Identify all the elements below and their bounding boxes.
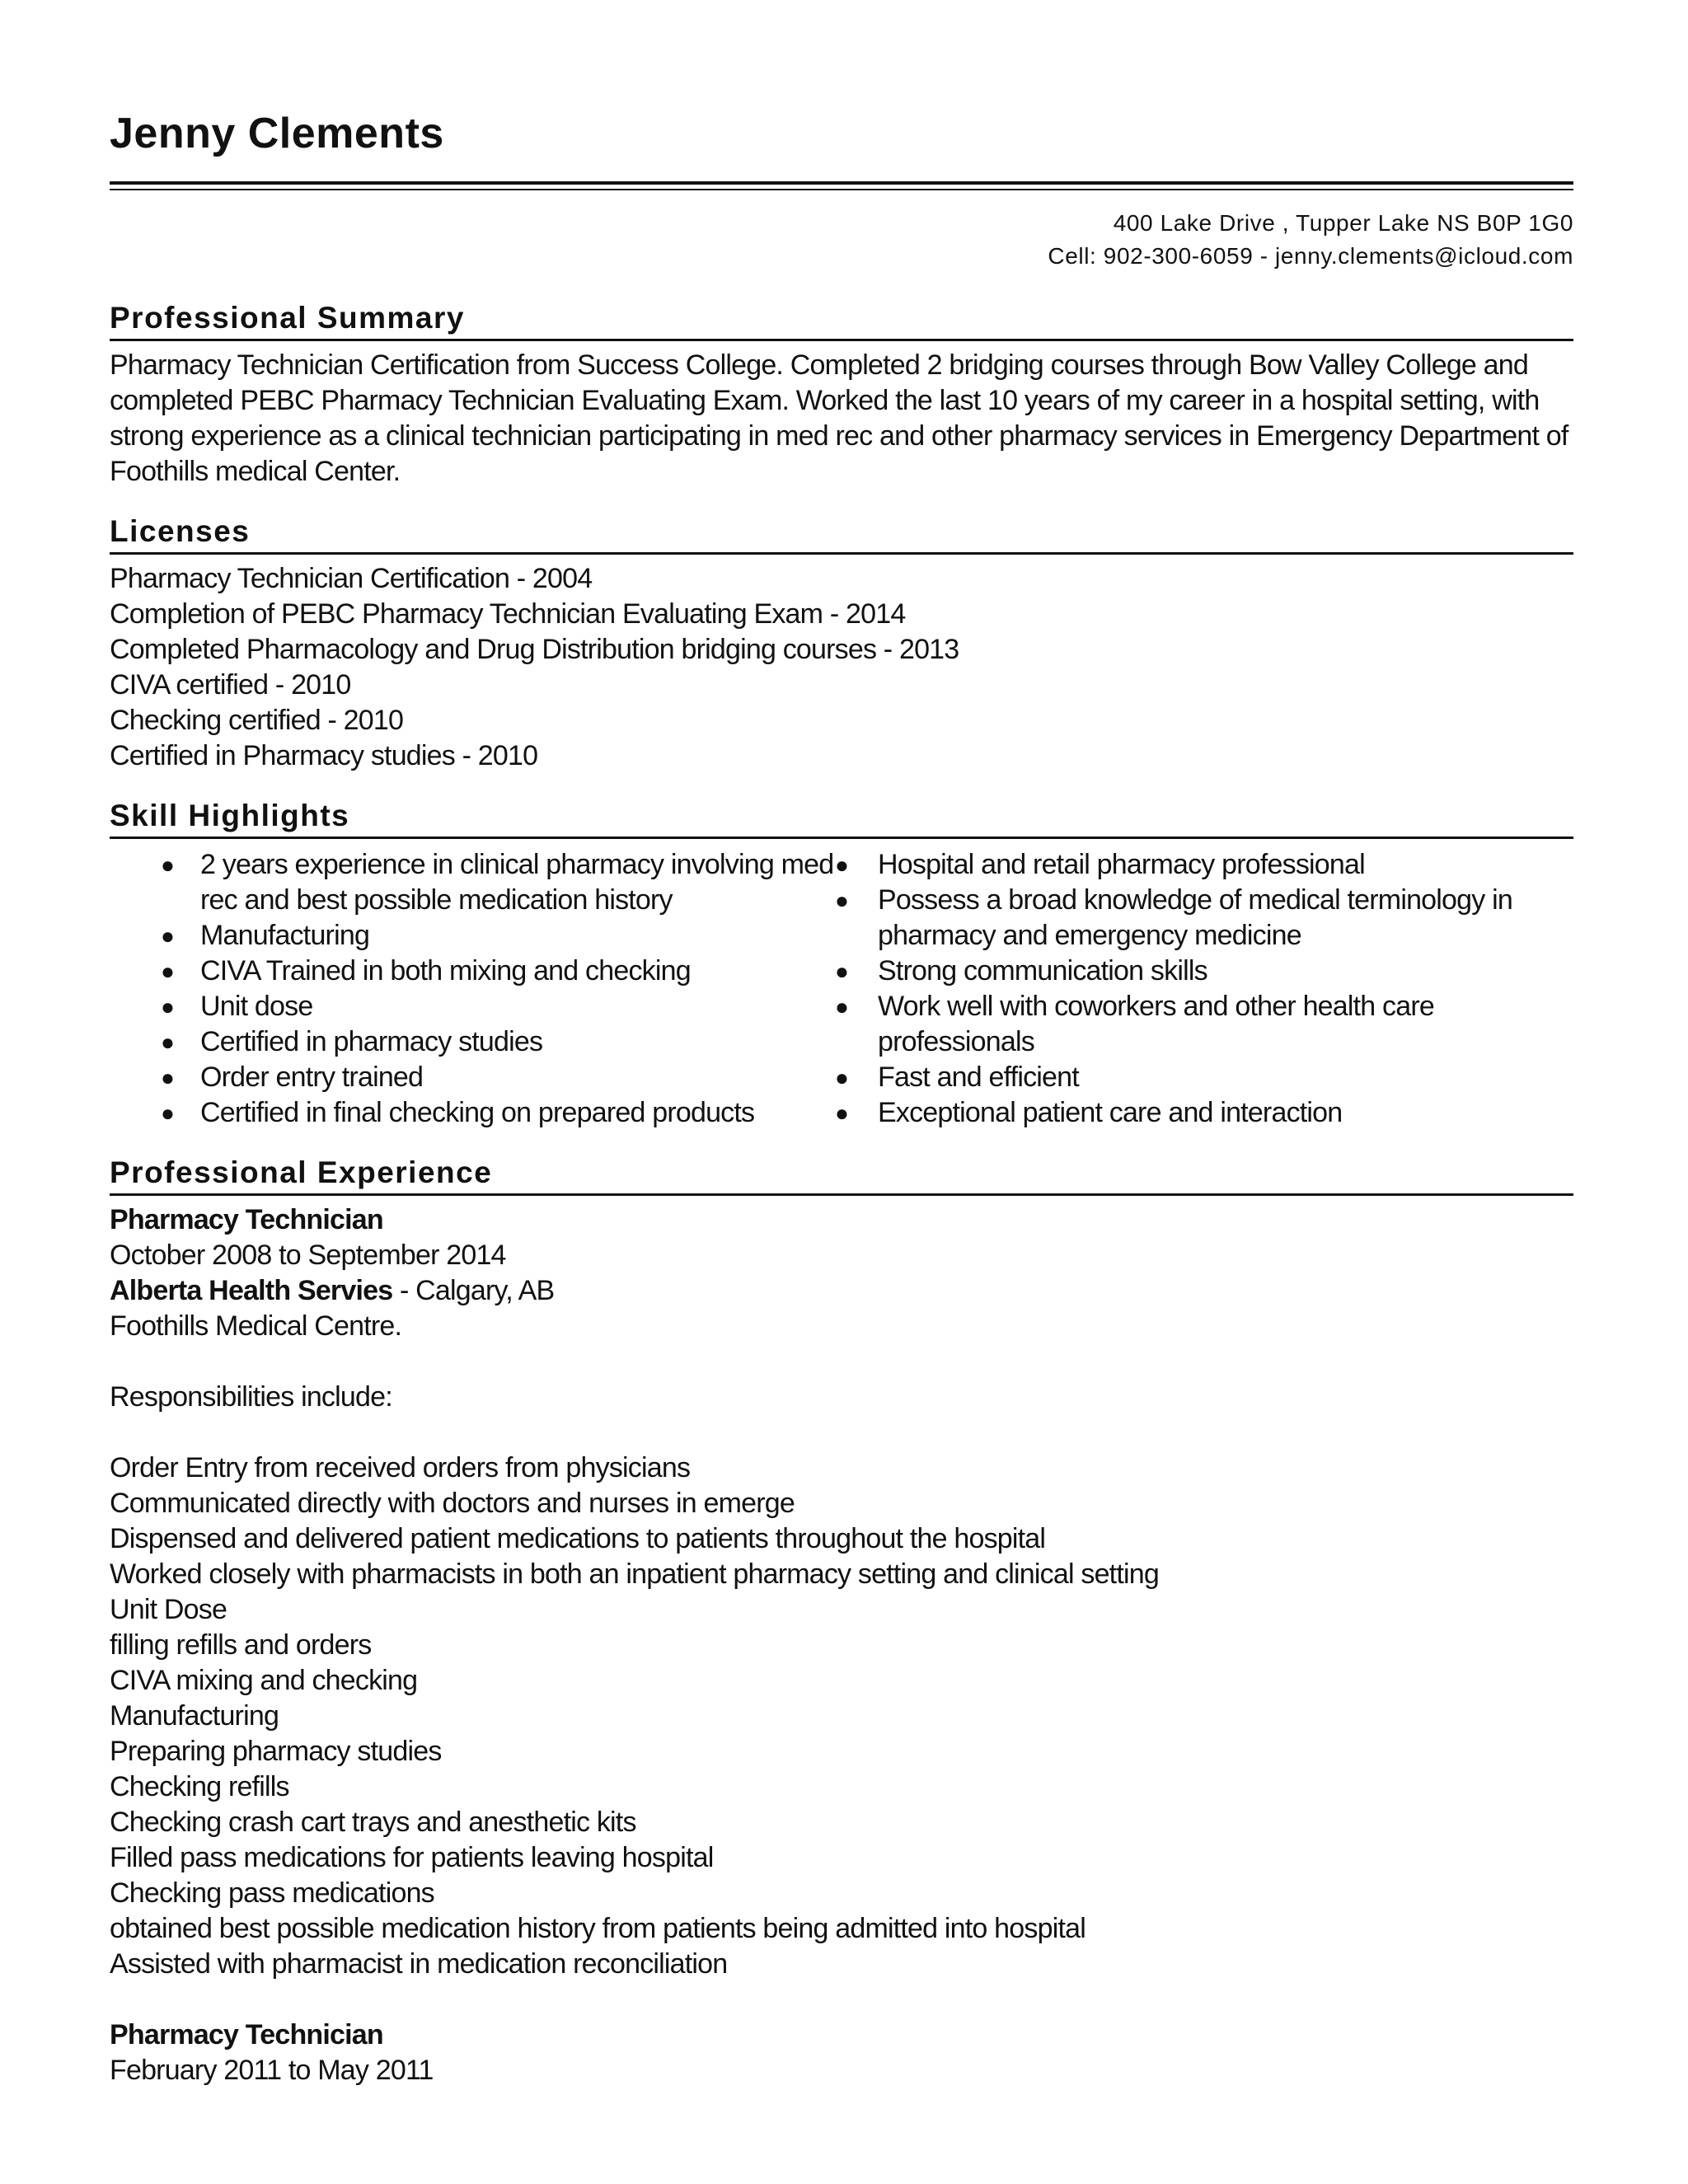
skill-item: ● CIVA Trained in both mixing and checking [161, 954, 835, 989]
bullet-icon: ● [161, 923, 175, 949]
job-title: Pharmacy Technician [110, 1204, 383, 1235]
duty-item: Checking crash cart trays and anesthetic kits [110, 1807, 636, 1838]
bullet-icon: ● [835, 958, 849, 984]
phone-email-line: Cell: 902-300-6059 - jenny.clements@icloud.com [1048, 243, 1573, 269]
skill-item: ● 2 years experience in clinical pharmacy involving med rec and best possible medication history [161, 847, 835, 918]
job-dates: February 2011 to May 2011 [110, 2055, 434, 2086]
job-site: Foothills Medical Centre. [110, 1310, 402, 1342]
licenses-list [110, 561, 1573, 774]
duty-item: Filled pass medications for patients leaving hospital [110, 1842, 714, 1873]
license-item: Pharmacy Technician Certification - 2004 [110, 563, 593, 594]
duty-item: Worked closely with pharmacists in both an inpatient pharmacy setting and clinical setting [110, 1558, 1159, 1590]
skill-item: ● Certified in pharmacy studies [161, 1024, 835, 1060]
section-title-experience: Professional Experience [110, 1154, 1573, 1196]
bullet-icon: ● [161, 994, 175, 1019]
skill-item: ● Order entry trained [161, 1060, 835, 1095]
licenses-section [110, 513, 1573, 774]
skills-left-column [110, 847, 835, 1131]
job-employer-line [110, 1273, 1573, 1309]
bullet-icon: ● [835, 888, 849, 913]
license-item: CIVA certified - 2010 [110, 669, 351, 701]
duty-item: Preparing pharmacy studies [110, 1736, 442, 1767]
license-item: Completed Pharmacology and Drug Distribution bridging courses - 2013 [110, 634, 959, 665]
license-item: Checking certified - 2010 [110, 705, 404, 736]
duty-item: obtained best possible medication history from patients being admitted into hospital [110, 1913, 1085, 1944]
bullet-icon: ● [161, 958, 175, 984]
bullet-icon: ● [835, 1100, 849, 1126]
skill-item: ● Exceptional patient care and interaction [835, 1095, 1573, 1131]
candidate-name: Jenny Clements [110, 110, 444, 157]
skills-right-column [835, 847, 1573, 1131]
duty-item: Assisted with pharmacist in medication reconciliation [110, 1948, 728, 1980]
bullet-icon: ● [161, 1029, 175, 1055]
bullet-icon: ● [161, 1065, 175, 1090]
skill-item: ● Possess a broad knowledge of medical terminology in pharmacy and emergency medicine [835, 883, 1573, 954]
bullet-icon: ● [835, 1065, 849, 1090]
duty-item: Checking pass medications [110, 1877, 434, 1909]
contact-block [110, 207, 1573, 273]
professional-summary-section [110, 299, 1573, 490]
skill-highlights-section [110, 797, 1573, 1131]
summary-text: Pharmacy Technician Certification from Success College. Completed 2 bridging courses through Bow Valley College and completed PEBC Pharmacy Technician Evaluating Exam. Worked the last 10 years of my career in a hospital setting, with strong experience as a clinical technician participating in med rec and other pharmacy services in Emergency Department of Foothills medical Center. [110, 349, 1568, 487]
duty-item: filling refills and orders [110, 1629, 372, 1661]
resume-content [110, 107, 1573, 2088]
professional-experience-section [110, 1154, 1573, 2088]
duty-item: Communicated directly with doctors and nurses in emerge [110, 1488, 795, 1519]
bullet-icon: ● [835, 852, 849, 878]
section-title-licenses: Licenses [110, 513, 1573, 555]
duty-item: Unit Dose [110, 1594, 227, 1625]
job-dates: October 2008 to September 2014 [110, 1240, 506, 1271]
duty-item: Checking refills [110, 1771, 289, 1802]
address-line: 400 Lake Drive , Tupper Lake NS B0P 1G0 [1113, 210, 1573, 236]
duty-item: Manufacturing [110, 1700, 279, 1732]
bullet-icon: ● [161, 1100, 175, 1126]
employer-name: Alberta Health Servies [110, 1275, 393, 1306]
bullet-icon: ● [835, 994, 849, 1019]
duty-item: Order Entry from received orders from physicians [110, 1452, 691, 1483]
skill-item: ● Hospital and retail pharmacy professional [835, 847, 1573, 883]
skill-item: ● Fast and efficient [835, 1060, 1573, 1095]
job-title: Pharmacy Technician [110, 2019, 383, 2050]
duty-item: Dispensed and delivered patient medications to patients throughout the hospital [110, 1523, 1046, 1554]
job-entry [110, 1202, 1573, 2088]
duty-item: CIVA mixing and checking [110, 1665, 418, 1696]
skill-item: ● Work well with coworkers and other health care professionals [835, 989, 1573, 1060]
header-divider [110, 181, 1573, 190]
skills-columns [110, 847, 1573, 1131]
skill-item: ● Certified in final checking on prepared products [161, 1095, 835, 1131]
license-item: Certified in Pharmacy studies - 2010 [110, 740, 538, 771]
employer-location: - Calgary, AB [392, 1275, 555, 1306]
skill-item: ● Manufacturing [161, 918, 835, 954]
section-title-skills: Skill Highlights [110, 797, 1573, 839]
license-item: Completion of PEBC Pharmacy Technician Evaluating Exam - 2014 [110, 598, 906, 630]
responsibilities-label: Responsibilities include: [110, 1381, 392, 1413]
skill-item: ● Strong communication skills [835, 954, 1573, 989]
skill-item: ● Unit dose [161, 989, 835, 1024]
section-title-summary: Professional Summary [110, 299, 1573, 341]
bullet-icon: ● [161, 852, 175, 878]
